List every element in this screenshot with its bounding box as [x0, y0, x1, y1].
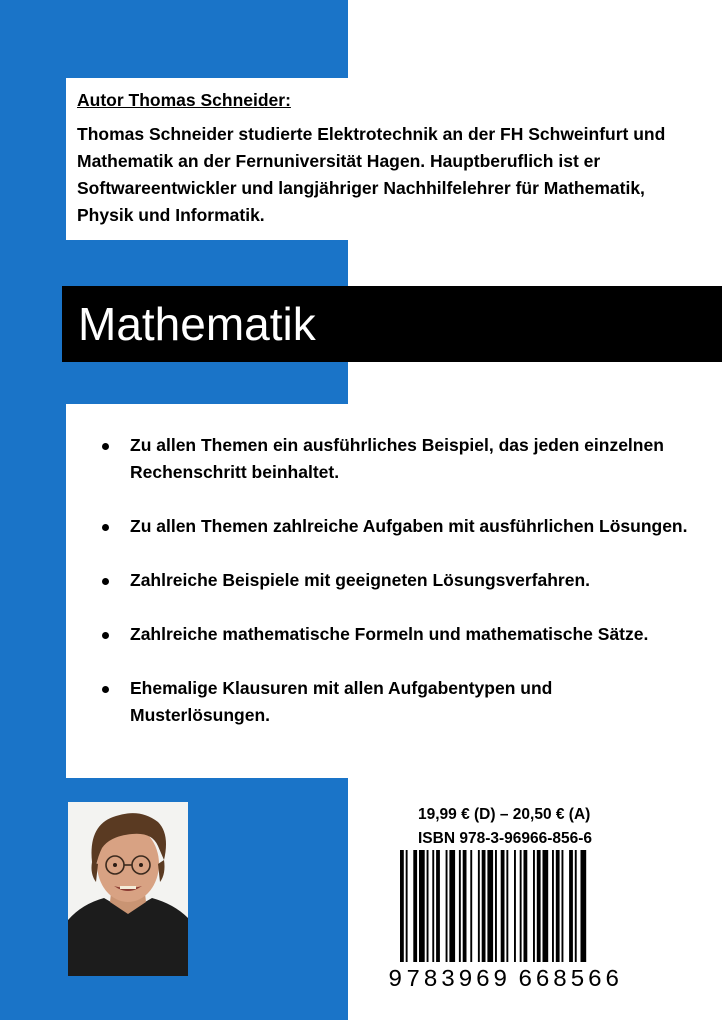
feature-item [66, 567, 690, 594]
bullet-icon [102, 632, 109, 639]
author-bio [77, 121, 697, 229]
bullet-icon [102, 443, 109, 450]
barcode-bar [514, 850, 516, 962]
isbn-text: ISBN 978-3-96966-856-6 [418, 830, 593, 847]
barcode-bar [487, 850, 493, 962]
author-bio-line: Thomas Schneider studierte Elektrotechnik an der FH Schweinfurt und [77, 124, 666, 144]
feature-text: Zahlreiche Beispiele mit geeigneten Lösungsverfahren. [130, 570, 590, 590]
features-box [66, 404, 722, 778]
price-text: 19,99 € (D) – 20,50 € (A) [418, 806, 591, 823]
barcode-digit-lead: 9 [388, 967, 403, 990]
author-bio-line: Mathematik an der Fernuniversität Hagen. Hauptberuflich ist er [77, 151, 601, 171]
barcode-bar [449, 850, 455, 962]
barcode-bar [552, 850, 554, 962]
feature-item [66, 675, 690, 729]
barcode-bar [400, 850, 404, 962]
barcode-bar [459, 850, 461, 962]
author-portrait-image [68, 802, 188, 976]
barcode-bar [406, 850, 408, 962]
barcode-bar [520, 850, 522, 962]
barcode-bar [501, 850, 505, 962]
barcode-bar [478, 850, 480, 962]
barcode-digits-left: 783969 [406, 967, 511, 990]
feature-item [66, 621, 690, 648]
barcode-bar [419, 850, 425, 962]
feature-list [66, 432, 706, 756]
author-bio-line: Softwareentwickler und langjähriger Nachhilfelehrer für Mathematik, [77, 178, 645, 198]
price-info [418, 803, 592, 851]
bullet-icon [102, 578, 109, 585]
feature-text: Zu allen Themen zahlreiche Aufgaben mit ausführlichen Lösungen. [130, 516, 688, 536]
barcode-bar [562, 850, 564, 962]
feature-item [66, 513, 690, 540]
barcode-bar [537, 850, 541, 962]
author-bio-line: Physik und Informatik. [77, 205, 265, 225]
barcode-bar [575, 850, 577, 962]
isbn-barcode [380, 846, 636, 990]
barcode-bar [581, 850, 587, 962]
title-bar [62, 286, 722, 362]
book-title: Mathematik [78, 298, 316, 350]
barcode-bar [524, 850, 528, 962]
feature-text: Zahlreiche mathematische Formeln und mathematische Sätze. [130, 624, 649, 644]
feature-item [66, 432, 690, 486]
barcode-bar [463, 850, 467, 962]
author-photo [68, 802, 188, 976]
barcode-bar [569, 850, 573, 962]
bullet-icon [102, 524, 109, 531]
author-box [66, 78, 706, 240]
barcode-bar [436, 850, 440, 962]
barcode-bar [432, 850, 434, 962]
barcode-bar [482, 850, 486, 962]
author-heading: Autor Thomas Schneider: [77, 90, 291, 110]
bullet-icon [102, 686, 109, 693]
barcode-bar [495, 850, 497, 962]
feature-text: Ehemalige Klausuren mit allen Aufgabentypen und Musterlösungen. [130, 678, 553, 725]
barcode-bar [533, 850, 535, 962]
barcode-bar [556, 850, 560, 962]
barcode-bar [470, 850, 472, 962]
barcode-bar [543, 850, 549, 962]
barcode-bar [413, 850, 417, 962]
feature-text: Zu allen Themen ein ausführliches Beispiel, das jeden einzelnen Rechenschritt beinhaltet. [130, 435, 664, 482]
barcode-digits-right: 668566 [518, 967, 623, 990]
barcode-bar [506, 850, 508, 962]
barcode-bar [446, 850, 448, 962]
barcode-bar [427, 850, 429, 962]
